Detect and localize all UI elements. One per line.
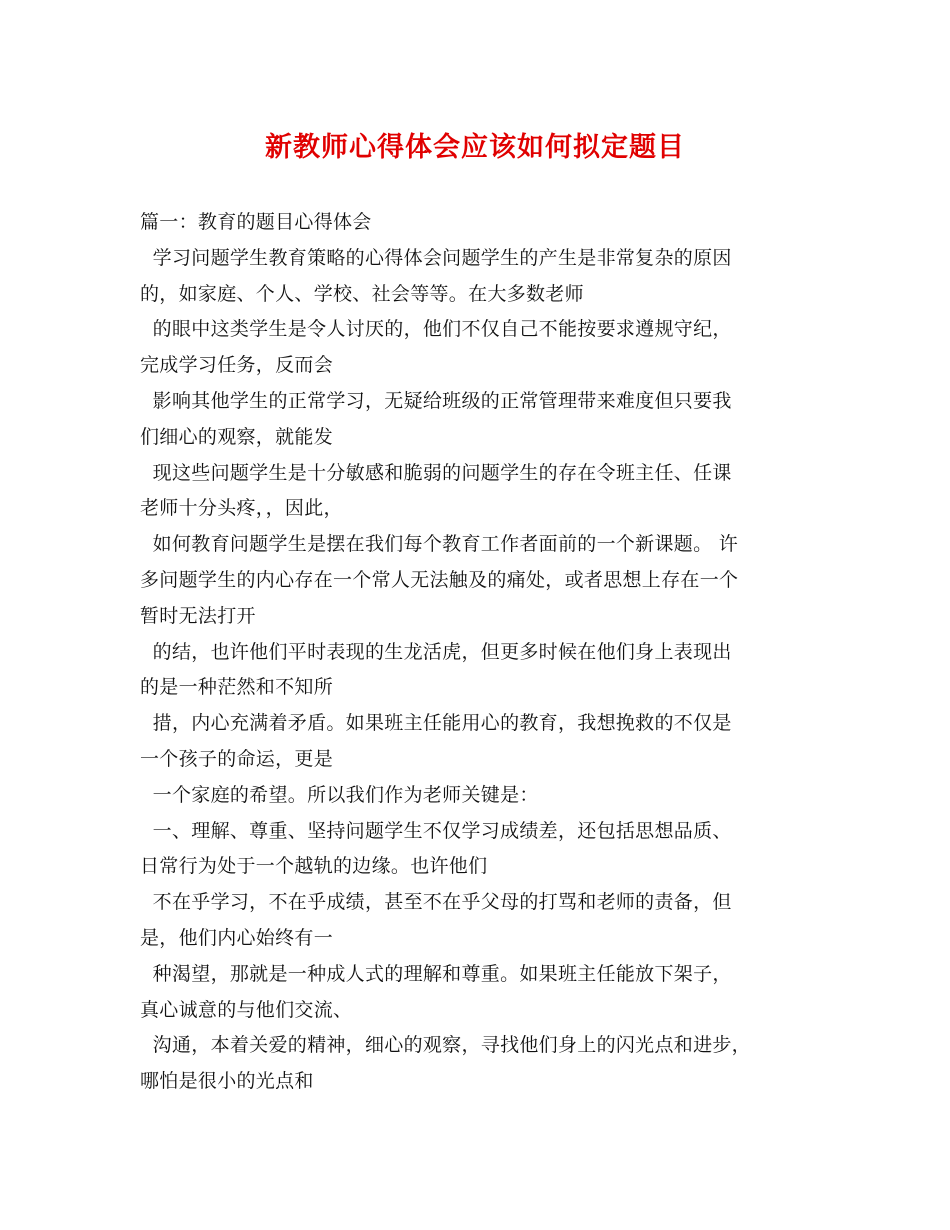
paragraph-line: 一个家庭的希望。所以我们作为老师关键是： — [140, 783, 539, 806]
document-body — [140, 205, 820, 1100]
paragraph-line: 哪怕是很小的光点和 — [140, 1070, 314, 1093]
paragraph-line: 的结，也许他们平时表现的生龙活虎，但更多时候在他们身上表现出 — [140, 640, 732, 663]
paragraph-line: 沟通，本着关爱的精神，细心的观察，寻找他们身上的闪光点和进步， — [140, 1034, 751, 1057]
paragraph-line: 篇一：教育的题目心得体会 — [140, 211, 372, 233]
paragraph-line: 是，他们内心始终有一 — [140, 926, 334, 949]
paragraph-line: 现这些问题学生是十分敏感和脆弱的问题学生的存在令班主任、任课 — [140, 461, 732, 484]
paragraph-line: 的，如家庭、个人、学校、社会等等。在大多数老师 — [140, 282, 584, 305]
paragraph-line: 多问题学生的内心存在一个常人无法触及的痛处，或者思想上存在一个 — [140, 568, 739, 591]
paragraph-line: 如何教育问题学生是摆在我们每个教育工作者面前的一个新课题。 许 — [140, 533, 739, 556]
paragraph-line: 日常行为处于一个越轨的边缘。也许他们 — [140, 855, 488, 878]
paragraph-line: 影响其他学生的正常学习，无疑给班级的正常管理带来难度但只要我 — [140, 389, 732, 412]
paragraph-line: 一个孩子的命运，更是 — [140, 747, 334, 770]
paragraph-line: 暂时无法打开 — [140, 604, 256, 627]
document-title: 新教师心得体会应该如何拟定题目 — [265, 132, 685, 163]
paragraph-line: 完成学习任务，反而会 — [140, 354, 334, 377]
paragraph-line: 老师十分头疼，，因此， — [140, 497, 343, 520]
paragraph-line: 真心诚意的与他们交流、 — [140, 998, 353, 1021]
paragraph-line: 措，内心充满着矛盾。如果班主任能用心的教育，我想挽救的不仅是 — [140, 712, 732, 735]
paragraph-line: 一、理解、尊重、坚持问题学生不仅学习成绩差，还包括思想品质、 — [140, 819, 732, 842]
paragraph-line: 的眼中这类学生是令人讨厌的，他们不仅自己不能按要求遵规守纪， — [140, 318, 732, 341]
paragraph-line: 学习问题学生教育策略的心得体会问题学生的产生是非常复杂的原因 — [140, 246, 732, 269]
paragraph-line: 种渴望，那就是一种成人式的理解和尊重。如果班主任能放下架子， — [140, 962, 732, 985]
paragraph-line: 们细心的观察，就能发 — [140, 425, 334, 448]
paragraph-line: 不在乎学习，不在乎成绩，甚至不在乎父母的打骂和老师的责备，但 — [140, 891, 732, 914]
paragraph-line: 的是一种茫然和不知所 — [140, 676, 334, 699]
